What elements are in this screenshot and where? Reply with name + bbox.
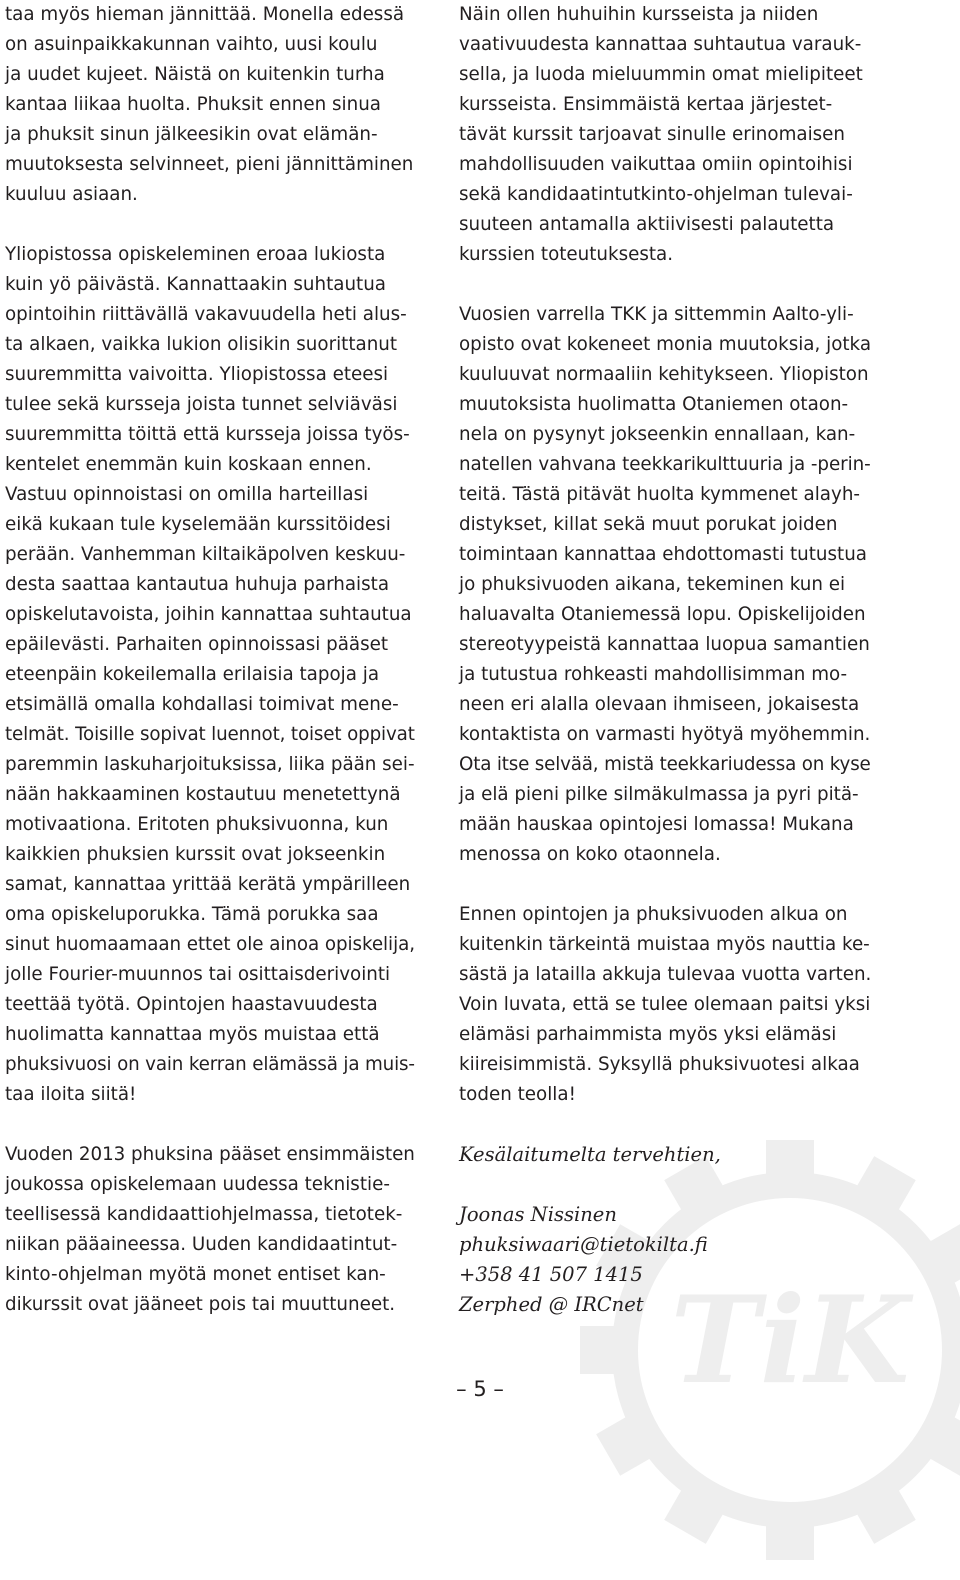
text-line: perään. Vanhemman kiltaikäpolven keskuu- <box>5 544 406 565</box>
watermark-logo-text: TiK <box>670 1270 910 1411</box>
text-line: teellisessä kandidaattiohjelmassa, tietotek- <box>5 1204 403 1225</box>
text-line: kuin yö päivästä. Kannattaakin suhtautua <box>5 274 386 295</box>
signature-greeting: Kesälaitumelta tervehtien, <box>459 1143 721 1166</box>
text-line: tulee sekä kursseja joista tunnet selviäväsi <box>5 394 398 415</box>
text-line: haluavalta Otaniemessä lopu. Opiskelijoiden <box>459 604 866 625</box>
text-line: jo phuksivuoden aikana, tekeminen kun ei <box>459 574 846 595</box>
text-line: muutoksista huolimatta Otaniemen otaon- <box>459 394 849 415</box>
paragraph-left-1 <box>5 0 415 210</box>
text-line: stereotyypeistä kannattaa luopua samantien <box>459 634 870 655</box>
text-line: Ennen opintojen ja phuksivuoden alkua on <box>459 904 848 925</box>
text-line: menossa on koko otaonnela. <box>459 844 721 865</box>
text-line: Vastuu opinnoistasi on omilla harteillasi <box>5 484 369 505</box>
text-line: Vuosien varrella TKK ja sittemmin Aalto-yli- <box>459 304 854 325</box>
signature-name: Joonas Nissinen <box>459 1203 617 1226</box>
text-line: Vuoden 2013 phuksina pääset ensimmäisten <box>5 1144 415 1165</box>
text-line: nela on pysynyt jokseenkin ennallaan, kan- <box>459 424 856 445</box>
page-number: – 5 – <box>456 1377 504 1401</box>
text-line: teitä. Tästä pitävät huolta kymmenet alayh- <box>459 484 861 505</box>
gear-tooth <box>944 1326 960 1374</box>
text-line: neen eri alalla olevaan ihmiseen, jokaisesta <box>459 694 860 715</box>
text-line: sella, ja luoda mieluummin omat mielipiteet <box>459 64 863 85</box>
text-line: kuitenkin tärkeintä muistaa myös nauttia ke- <box>459 934 870 955</box>
text-line: motivaationa. Eritoten phuksivuonna, kun <box>5 814 389 835</box>
text-line: tävät kurssit tarjoavat sinulle erinomaisen <box>459 124 846 145</box>
text-line: niikan pääaineessa. Uuden kandidaatintut- <box>5 1234 398 1255</box>
text-line: ja elä pieni pilke silmäkulmassa ja pyri pitä- <box>459 784 859 805</box>
text-line: kuuluuvat normaaliin kehitykseen. Yliopiston <box>459 364 869 385</box>
left-column <box>5 0 415 1350</box>
text-line: kontaktista on varmasti hyötyä myöhemmin. <box>459 724 871 745</box>
text-line: kantaa liikaa huolta. Phuksit ennen sinua <box>5 94 381 115</box>
text-line: Ota itse selvää, mistä teekkariudessa on kyse <box>459 754 871 775</box>
text-line: telmät. Toisille sopivat luennot, toiset oppivat <box>5 724 415 745</box>
text-line: sästä ja latailla akkuja tulevaa vuotta varten. <box>459 964 872 985</box>
text-line: eteenpäin kokeilemalla erilaisia tapoja ja <box>5 664 380 685</box>
text-line: natellen vahvana teekkarikulttuuria ja -perin- <box>459 454 871 475</box>
text-line: huolimatta kannattaa myös muistaa että <box>5 1024 380 1045</box>
text-line: suuremmitta vaivoitta. Yliopistossa eteesi <box>5 364 389 385</box>
text-line: toden teolla! <box>459 1084 576 1105</box>
text-line: epäilevästi. Parhaiten opinnoissasi pääset <box>5 634 389 655</box>
text-line: suuremmitta töittä että kursseja joissa työs- <box>5 424 410 445</box>
text-line: vaativuudesta kannattaa suhtautua varauk- <box>459 34 862 55</box>
text-line: oma opiskeluporukka. Tämä porukka saa <box>5 904 379 925</box>
text-line: opiskelutavoista, joihin kannattaa suhtautua <box>5 604 412 625</box>
paragraph-left-3 <box>5 1140 415 1320</box>
text-line: kursseista. Ensimmäistä kertaa järjestet- <box>459 94 833 115</box>
text-line: nään hakkaaminen kostautuu menetettynä <box>5 784 401 805</box>
text-line: desta saattaa kantautua huhuja parhaista <box>5 574 390 595</box>
text-line: opisto ovat kokeneet monia muutoksia, jotka <box>459 334 872 355</box>
text-line: muutoksesta selvinneet, pieni jännittäminen <box>5 154 414 175</box>
text-line: distykset, killat sekä muut porukat joiden <box>459 514 838 535</box>
text-line: teettää työtä. Opintojen haastavuudesta <box>5 994 378 1015</box>
text-line: mään hauskaa opintojesi lomassa! Mukana <box>459 814 854 835</box>
text-line: kinto-ohjelman myötä monet entiset kan- <box>5 1264 386 1285</box>
signature-irc: Zerphed @ IRCnet <box>459 1293 644 1316</box>
text-line: mahdollisuuden vaikuttaa omiin opintoihisi <box>459 154 853 175</box>
text-line: kentelet enemmän kuin koskaan ennen. <box>5 454 372 475</box>
text-line: kaikkien phuksien kurssit ovat jokseenkin <box>5 844 386 865</box>
text-line: kuuluu asiaan. <box>5 184 138 205</box>
gear-tooth <box>766 1504 814 1560</box>
right-column <box>459 0 871 1320</box>
text-line: kurssien toteutuksesta. <box>459 244 674 265</box>
signature-phone: +358 41 507 1415 <box>459 1263 643 1286</box>
text-line: ja phuksit sinun jälkeesikin ovat elämän- <box>5 124 378 145</box>
paragraph-left-2 <box>5 240 415 1110</box>
text-line: ja tutustua rohkeasti mahdollisimman mo- <box>459 664 848 685</box>
signature-email: phuksiwaari@tietokilta.fi <box>459 1233 708 1256</box>
text-line: dikurssit ovat jääneet pois tai muuttuneet. <box>5 1294 396 1315</box>
text-line: opintoihin riittävällä vakavuudella heti alus- <box>5 304 407 325</box>
paragraph-right-2 <box>459 300 871 870</box>
text-line: on asuinpaikkakunnan vaihto, uusi koulu <box>5 34 378 55</box>
text-line: Yliopistossa opiskeleminen eroaa lukiosta <box>5 244 386 265</box>
text-line: Voin luvata, että se tulee olemaan paitsi yksi <box>459 994 871 1015</box>
text-line: sinut huomaamaan ettet ole ainoa opiskelija, <box>5 934 415 955</box>
text-line: taa iloita siitä! <box>5 1084 137 1105</box>
text-line: eikä kukaan tule kyselemään kurssitöidesi <box>5 514 391 535</box>
text-line: phuksivuosi on vain kerran elämässä ja muis- <box>5 1054 415 1075</box>
gear-tooth <box>580 1326 636 1374</box>
text-line: Näin ollen huhuihin kursseista ja niiden <box>459 4 819 25</box>
paragraph-right-1 <box>459 0 871 270</box>
text-line: taa myös hieman jännittää. Monella edessä <box>5 4 405 25</box>
text-line: sekä kandidaatintutkinto-ohjelman tulevai- <box>459 184 853 205</box>
text-line: ta alkaen, vaikka lukion olisikin suorittanut <box>5 334 398 355</box>
text-line: jolle Fourier-muunnos tai osittaisderivointi <box>5 964 391 985</box>
text-line: kiireisimmistä. Syksyllä phuksivuotesi alkaa <box>459 1054 860 1075</box>
text-line: samat, kannattaa yrittää kerätä ympärilleen <box>5 874 411 895</box>
text-line: elämäsi parhaimmista myös yksi elämäsi <box>459 1024 837 1045</box>
text-line: ja uudet kujeet. Näistä on kuitenkin turha <box>5 64 385 85</box>
paragraph-right-3 <box>459 900 871 1110</box>
text-line: toimintaan kannattaa ehdottomasti tutustua <box>459 544 867 565</box>
text-line: suuteen antamalla aktiivisesti palautetta <box>459 214 835 235</box>
text-line: paremmin laskuharjoituksissa, liika pään sei- <box>5 754 415 775</box>
signature-block <box>459 1140 871 1320</box>
text-line: joukossa opiskelemaan uudessa teknistie- <box>5 1174 390 1195</box>
text-line: etsimällä omalla kohdallasi toimivat mene- <box>5 694 399 715</box>
